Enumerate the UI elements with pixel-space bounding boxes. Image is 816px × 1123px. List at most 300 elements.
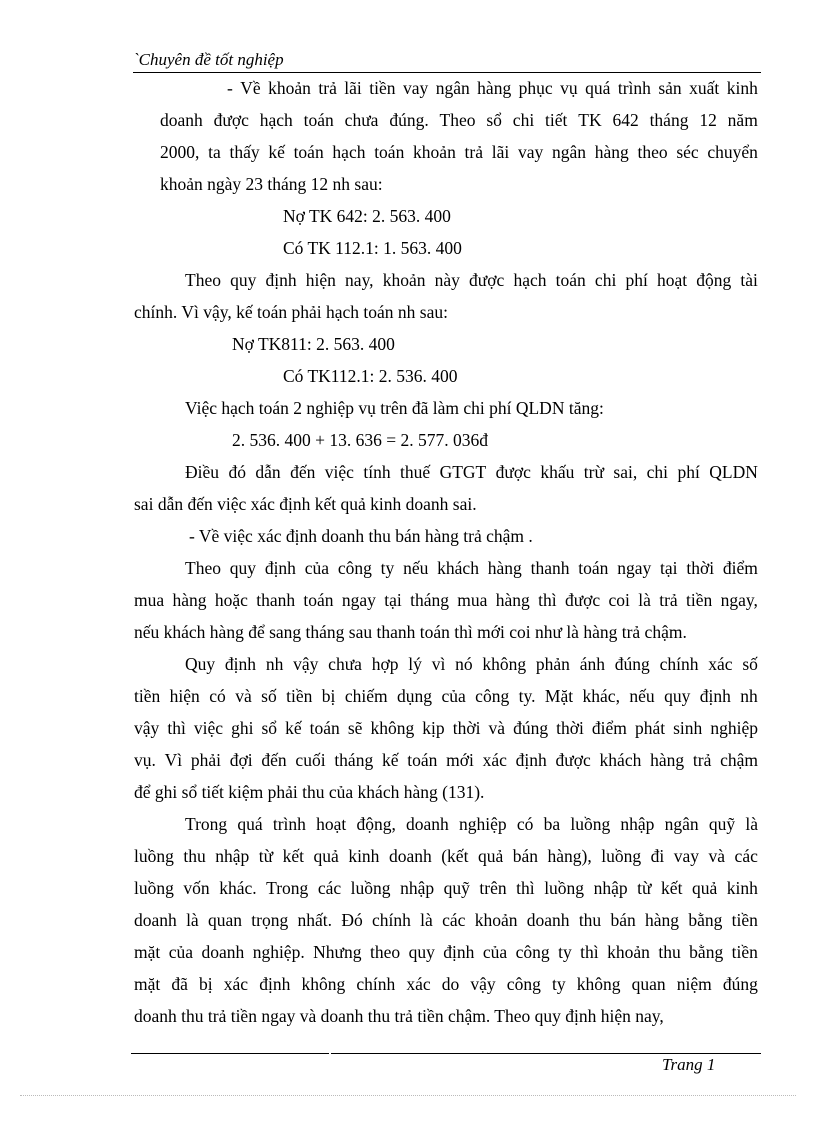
word: vốn (183, 878, 210, 898)
word: được (555, 750, 591, 770)
word: tháng (334, 750, 374, 770)
word: kinh (726, 78, 758, 98)
text-line (134, 648, 758, 680)
word: chậm (720, 750, 758, 770)
word: luồng (134, 846, 174, 866)
word: ngay, (720, 590, 758, 610)
word: động (696, 270, 732, 290)
word: quỹ (708, 814, 736, 834)
word: khoản (474, 910, 518, 930)
word: chính (659, 654, 699, 674)
word: bằng (688, 910, 723, 930)
word: 12 (699, 110, 717, 130)
word: nó (455, 654, 473, 674)
text-line (134, 552, 758, 584)
word: thời (686, 558, 715, 578)
word: hiện (305, 270, 336, 290)
word: chi (594, 270, 617, 290)
word: doanh (160, 110, 203, 130)
word: xác (223, 974, 249, 994)
word: hạch (332, 142, 366, 162)
word: đúng (614, 654, 650, 674)
word: chính (356, 974, 396, 994)
word: và (235, 686, 252, 706)
word: tiết (545, 110, 568, 130)
word: tiền (731, 942, 758, 962)
word: của (441, 686, 466, 706)
text-line (134, 936, 758, 968)
text-line: Việc hạch toán 2 nghiệp vụ trên đã làm chi phí QLDN tăng: (185, 398, 604, 418)
word: bằng (689, 942, 724, 962)
text-line (134, 840, 758, 872)
word: được (495, 462, 531, 482)
word: Về (240, 78, 261, 98)
text-line: 2. 536. 400 + 13. 636 = 2. 577. 036đ (232, 430, 488, 450)
word: ánh (579, 654, 605, 674)
text-line: doanh thu trả tiền ngay và doanh thu trả tiền chậm. Theo quy định hiện nay, (134, 1006, 664, 1026)
word: của (304, 558, 330, 578)
footer-rule (331, 1053, 761, 1054)
word: nghiệp. (252, 942, 305, 962)
word: dụng (397, 686, 433, 706)
word: các (317, 878, 342, 898)
word: sổ (261, 718, 278, 738)
word: 2000, (160, 142, 200, 162)
word: vậy (134, 718, 160, 738)
text-line: - Về việc xác định doanh thu bán hàng trả chậm . (189, 526, 533, 546)
word: hàng (477, 78, 512, 98)
word: là (638, 590, 651, 610)
word: ty (551, 974, 566, 994)
word: sinh (673, 718, 703, 738)
word: định (443, 942, 475, 962)
text-line: để ghi sổ tiết kiệm phải thu của khách hàng (131). (134, 782, 485, 802)
word: doanh (134, 910, 177, 930)
word: định (699, 686, 731, 706)
word: kế (381, 750, 399, 770)
word: hàng (172, 590, 207, 610)
word: mua (457, 590, 488, 610)
word: GTGT (439, 462, 487, 482)
word: tiền (134, 686, 161, 706)
text-line (134, 584, 758, 616)
word: năm (727, 110, 758, 130)
word: được (564, 590, 601, 610)
word: sổ (486, 110, 502, 130)
word: quỹ (443, 878, 470, 898)
word: kế (268, 142, 285, 162)
word: toán (303, 590, 334, 610)
word: luồng (544, 878, 585, 898)
text-line (134, 456, 758, 488)
word: ty. (518, 686, 536, 706)
word: tháng (410, 590, 449, 610)
word: trình (617, 78, 651, 98)
word: đến (261, 750, 287, 770)
text-line (134, 72, 758, 104)
word: của (168, 942, 193, 962)
word: chi (646, 462, 669, 482)
word: Theo (185, 270, 221, 290)
word: quan (207, 910, 243, 930)
word: công (506, 974, 541, 994)
word: quy (229, 558, 257, 578)
word: bán (512, 846, 538, 866)
word: công (475, 686, 510, 706)
word: hàng (487, 558, 522, 578)
word: ngân (435, 78, 470, 98)
word: khác. (219, 878, 257, 898)
word: Trong (266, 878, 309, 898)
word: điểm (722, 558, 758, 578)
word: thu (578, 910, 602, 930)
word: định (259, 974, 291, 994)
word: Đó (341, 910, 363, 930)
word: ghi (231, 718, 254, 738)
word: luồng (570, 814, 611, 834)
word: toán (303, 110, 334, 130)
word: nếu (403, 558, 429, 578)
word: nếu (629, 686, 655, 706)
word: này (434, 270, 460, 290)
word: trọng (251, 910, 289, 930)
word: toán (578, 558, 609, 578)
word: trả (692, 750, 712, 770)
word: khách (437, 558, 479, 578)
header-title: `Chuyên đề tốt nghiệp (133, 50, 284, 69)
word: quá (585, 78, 611, 98)
word: nay, (345, 270, 374, 290)
text-line (134, 680, 758, 712)
word: tiền (686, 590, 713, 610)
word: dẫn (255, 462, 281, 482)
word: doanh (388, 846, 432, 866)
word: doanh (406, 814, 449, 834)
word: là (420, 910, 433, 930)
word: thu (658, 942, 681, 962)
word: toán (555, 270, 586, 290)
word: quả (313, 846, 339, 866)
word: - (227, 78, 233, 98)
word: phí (677, 462, 700, 482)
text-line (134, 264, 758, 296)
word: khoản (382, 270, 426, 290)
word: quan (631, 974, 666, 994)
word: niệm (676, 974, 712, 994)
word: có (209, 686, 226, 706)
word: vụ (560, 78, 578, 98)
word: được (469, 270, 505, 290)
word: hàng (594, 142, 629, 162)
word: kinh (726, 878, 758, 898)
text-line (134, 136, 758, 168)
word: mua (134, 590, 165, 610)
word: tiền (286, 686, 313, 706)
word: sản (658, 78, 682, 98)
word: lý (408, 654, 422, 674)
word: số (742, 654, 758, 674)
word: vay (402, 78, 429, 98)
word: thời (452, 718, 481, 738)
word: tài (740, 270, 758, 290)
word: thanh (256, 590, 296, 610)
word: trên (479, 878, 507, 898)
word: hàng (645, 910, 680, 930)
word: Mặt (544, 686, 574, 706)
word: đúng (722, 974, 758, 994)
word: mặt (134, 942, 161, 962)
word: tiền (731, 910, 758, 930)
word: công (337, 558, 372, 578)
word: kết (661, 878, 683, 898)
word: chưa (328, 654, 362, 674)
word: định (224, 654, 257, 674)
word: trình (272, 814, 306, 834)
word: ngân (664, 814, 699, 834)
text-line: Có TK 112.1: 1. 563. 400 (283, 238, 462, 258)
word: ty (558, 942, 572, 962)
word: khoản (607, 942, 650, 962)
word: trừ (583, 462, 604, 482)
word: chi (512, 110, 535, 130)
word: động, (356, 814, 396, 834)
word: không (482, 654, 527, 674)
word: QLDN (709, 462, 758, 482)
word: hạch (513, 270, 547, 290)
word: bán (610, 910, 636, 930)
word: thuế (400, 462, 431, 482)
word: toán (293, 142, 324, 162)
word: đúng (513, 718, 549, 738)
word: bị (321, 686, 336, 706)
word: khấu (540, 462, 575, 482)
word: nhập (620, 814, 655, 834)
word: quả (691, 878, 718, 898)
word: chuyển (707, 142, 758, 162)
word: hàng (495, 590, 530, 610)
text-line (134, 968, 758, 1000)
word: Trong (185, 814, 228, 834)
word: là (745, 814, 758, 834)
word: vì (431, 654, 446, 674)
word: điểm (591, 718, 627, 738)
word: quy (408, 942, 435, 962)
word: doanh (201, 942, 245, 962)
word: vay (517, 142, 544, 162)
word: quá (237, 814, 263, 834)
word: xác (708, 654, 733, 674)
word: công (515, 942, 550, 962)
word: ty (380, 558, 395, 578)
word: việc (324, 462, 354, 482)
word: nghiệp (710, 718, 758, 738)
word: mặt (134, 974, 161, 994)
word: tháng (649, 110, 689, 130)
word: thì (538, 590, 557, 610)
page-number: Trang 1 (662, 1055, 716, 1074)
word: xác (482, 750, 507, 770)
word: đi (650, 846, 665, 866)
word: vay (673, 846, 700, 866)
word: nh (740, 686, 758, 706)
word: luồng (350, 878, 391, 898)
word: hàng (650, 750, 685, 770)
word: nhập (215, 846, 250, 866)
word: doanh (526, 910, 570, 930)
word: quy (664, 686, 691, 706)
word: do (441, 974, 460, 994)
word: hoặc (214, 590, 248, 610)
word: chưa (344, 110, 379, 130)
word: nhập (593, 878, 628, 898)
word: tiền (369, 78, 396, 98)
word: ba (543, 814, 561, 834)
word: lãi (491, 142, 510, 162)
word: toán (309, 718, 340, 738)
word: thì (167, 718, 186, 738)
word: toán (407, 750, 438, 770)
word: toán (374, 142, 405, 162)
word: trả (318, 78, 337, 98)
text-line: chính. Vì vậy, kế toán phải hạch toán nh sau: (134, 302, 448, 322)
word: khoản (268, 78, 311, 98)
text-line: sai dẫn đến việc xác định kết quả kinh doanh sai. (134, 494, 477, 514)
word: Theo (439, 110, 476, 130)
word: Điều (185, 462, 220, 482)
word: ta (208, 142, 221, 162)
text-line: nếu khách hàng để sang tháng sau thanh toán thì mới coi như là hàng trả chậm. (134, 622, 687, 642)
text-line (134, 712, 758, 744)
word: hàng), (547, 846, 592, 866)
word: số (261, 686, 277, 706)
word: cuối (295, 750, 326, 770)
word: xác (406, 974, 431, 994)
word: đó (228, 462, 246, 482)
word: TK (578, 110, 602, 130)
word: theo (369, 942, 401, 962)
word: khoản (413, 142, 456, 162)
word: phát (634, 718, 666, 738)
word: kết (282, 846, 305, 866)
text-line (134, 744, 758, 776)
word: không (301, 974, 346, 994)
footer-rule (131, 1053, 329, 1054)
word: vậy (470, 974, 496, 994)
word: định (264, 558, 296, 578)
word: nghiệp (459, 814, 507, 834)
word: hợp (371, 654, 399, 674)
word: thời (556, 718, 584, 738)
word: từ (258, 846, 274, 866)
word: thanh (530, 558, 570, 578)
text-line (134, 904, 758, 936)
word: hạch (259, 110, 293, 130)
word: vậy (293, 654, 319, 674)
word: không (370, 718, 415, 738)
word: đợi (229, 750, 253, 770)
word: vụ. (134, 750, 156, 770)
word: đã (171, 974, 188, 994)
word: séc (676, 142, 699, 162)
word: tính (363, 462, 391, 482)
word: phải (190, 750, 222, 770)
word: trả (659, 590, 678, 610)
word: hiện (169, 686, 200, 706)
body-text (134, 72, 758, 1032)
word: thu (183, 846, 206, 866)
text-line: Nợ TK811: 2. 563. 400 (232, 334, 395, 354)
word: nh (265, 654, 284, 674)
word: sai, (613, 462, 638, 482)
word: quy (230, 270, 257, 290)
word: thì (580, 942, 599, 962)
word: sẽ (347, 718, 363, 738)
word: xuất (689, 78, 720, 98)
word: Quy (185, 654, 216, 674)
page-edge-divider (20, 1095, 796, 1096)
word: ngay (341, 590, 376, 610)
word: lãi (344, 78, 362, 98)
word: Vì (164, 750, 183, 770)
word: thì (516, 878, 535, 898)
word: của (482, 942, 508, 962)
word: luồng (601, 846, 642, 866)
text-line (134, 872, 758, 904)
word: đúng. (389, 110, 429, 130)
word: phản (535, 654, 570, 674)
word: là (186, 910, 199, 930)
word: khác, (582, 686, 620, 706)
word: kế (285, 718, 302, 738)
word: luồng (134, 878, 174, 898)
word: nhập (400, 878, 435, 898)
word: định (515, 750, 547, 770)
word: các (442, 910, 466, 930)
word: thấy (229, 142, 260, 162)
word: được (213, 110, 249, 130)
word: tại (660, 558, 678, 578)
word: mới (446, 750, 474, 770)
word: trả (464, 142, 484, 162)
word: hoạt (316, 814, 347, 834)
word: định (265, 270, 297, 290)
word: kinh (348, 846, 380, 866)
word: ngay (617, 558, 652, 578)
text-line (134, 808, 758, 840)
word: và (708, 846, 726, 866)
word: (kết (441, 846, 469, 866)
word: quả (477, 846, 504, 866)
word: chiếm (344, 686, 388, 706)
word: không (576, 974, 621, 994)
word: đến (290, 462, 316, 482)
word: có (516, 814, 534, 834)
word: chính (372, 910, 411, 930)
word: 642 (612, 110, 639, 130)
word: kịp (422, 718, 445, 738)
word: và (488, 718, 506, 738)
word: nhất. (297, 910, 333, 930)
word: ngân (551, 142, 586, 162)
word: từ (637, 878, 652, 898)
word: Nhưng (313, 942, 362, 962)
text-line (134, 104, 758, 136)
word: các (734, 846, 758, 866)
word: coi (608, 590, 630, 610)
word: Theo (185, 558, 221, 578)
word: theo (637, 142, 668, 162)
word: bị (199, 974, 213, 994)
